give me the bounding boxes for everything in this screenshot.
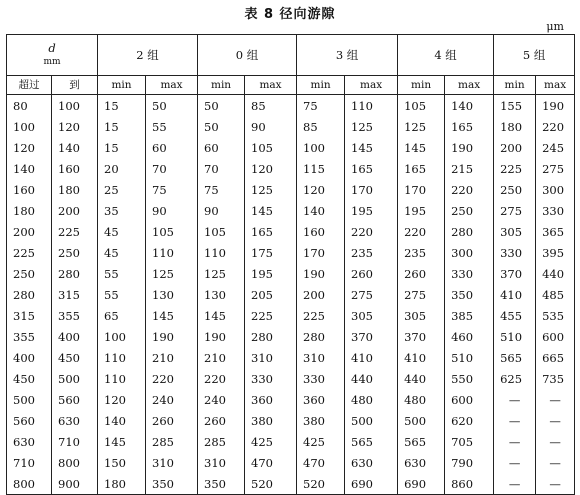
cell-g0-max: 470	[245, 452, 297, 473]
cell-g4-min: 260	[398, 263, 445, 284]
cell-g0-min: 105	[198, 221, 245, 242]
cell-g4-min: 235	[398, 242, 445, 263]
cell-g5-max: 395	[536, 242, 575, 263]
cell-g0-min: 130	[198, 284, 245, 305]
group-3-header: 3 组	[297, 35, 398, 76]
cell-g5-max: 365	[536, 221, 575, 242]
cell-g2-max: 145	[146, 305, 198, 326]
cell-g4-min: 305	[398, 305, 445, 326]
table-row	[7, 452, 575, 473]
cell-to: 250	[52, 242, 98, 263]
cell-g2-min: 145	[98, 431, 146, 452]
cell-g2-min: 65	[98, 305, 146, 326]
cell-g5-max: 275	[536, 158, 575, 179]
cell-g4-max: 190	[445, 137, 494, 158]
cell-g3-min: 310	[297, 347, 345, 368]
cell-to: 400	[52, 326, 98, 347]
cell-g2-max: 260	[146, 410, 198, 431]
cell-g0-max: 145	[245, 200, 297, 221]
max-header: max	[146, 76, 198, 95]
cell-over: 630	[7, 431, 52, 452]
cell-to: 180	[52, 179, 98, 200]
cell-g2-max: 105	[146, 221, 198, 242]
cell-to: 225	[52, 221, 98, 242]
cell-g3-min: 75	[297, 95, 345, 117]
cell-g3-max: 145	[345, 137, 398, 158]
cell-g0-min: 310	[198, 452, 245, 473]
table-title: 表 8 径向游隙	[244, 7, 336, 22]
d-symbol: d	[48, 41, 56, 55]
cell-g2-min: 110	[98, 368, 146, 389]
cell-g0-max: 175	[245, 242, 297, 263]
cell-g5-max: —	[536, 410, 575, 431]
cell-g3-min: 120	[297, 179, 345, 200]
cell-g0-max: 425	[245, 431, 297, 452]
cell-g5-min: 410	[494, 284, 536, 305]
cell-over: 400	[7, 347, 52, 368]
cell-g5-min: 510	[494, 326, 536, 347]
table-row	[7, 410, 575, 431]
cell-g3-min: 85	[297, 116, 345, 137]
cell-over: 200	[7, 221, 52, 242]
cell-g2-min: 140	[98, 410, 146, 431]
cell-g3-max: 165	[345, 158, 398, 179]
min-header: min	[198, 76, 245, 95]
cell-g4-max: 350	[445, 284, 494, 305]
radial-clearance-table	[6, 34, 575, 495]
group-5-header: 5 组	[494, 35, 575, 76]
table-row	[7, 368, 575, 389]
cell-g3-min: 225	[297, 305, 345, 326]
cell-g3-min: 190	[297, 263, 345, 284]
cell-to: 800	[52, 452, 98, 473]
cell-g5-max: —	[536, 452, 575, 473]
cell-over: 140	[7, 158, 52, 179]
cell-g5-min: 275	[494, 200, 536, 221]
cell-g2-min: 20	[98, 158, 146, 179]
cell-g2-max: 125	[146, 263, 198, 284]
cell-g5-max: 300	[536, 179, 575, 200]
cell-g2-min: 15	[98, 116, 146, 137]
cell-g4-max: 460	[445, 326, 494, 347]
cell-g2-max: 90	[146, 200, 198, 221]
cell-g2-min: 45	[98, 221, 146, 242]
cell-over: 315	[7, 305, 52, 326]
cell-g0-min: 260	[198, 410, 245, 431]
group-0-header: 0 组	[198, 35, 297, 76]
cell-g4-max: 330	[445, 263, 494, 284]
cell-g4-min: 630	[398, 452, 445, 473]
cell-g0-max: 125	[245, 179, 297, 200]
max-header: max	[345, 76, 398, 95]
unit-label: μm	[546, 20, 564, 33]
cell-g2-max: 220	[146, 368, 198, 389]
cell-g0-min: 220	[198, 368, 245, 389]
cell-over: 450	[7, 368, 52, 389]
to-header: 到	[52, 76, 98, 95]
cell-g2-max: 130	[146, 284, 198, 305]
cell-g0-min: 125	[198, 263, 245, 284]
cell-g5-min: 305	[494, 221, 536, 242]
cell-g5-min: —	[494, 431, 536, 452]
cell-g3-max: 565	[345, 431, 398, 452]
cell-g4-min: 125	[398, 116, 445, 137]
cell-g3-min: 200	[297, 284, 345, 305]
cell-g2-max: 55	[146, 116, 198, 137]
cell-g4-max: 215	[445, 158, 494, 179]
cell-g3-max: 220	[345, 221, 398, 242]
cell-g2-max: 50	[146, 95, 198, 117]
cell-g0-min: 110	[198, 242, 245, 263]
cell-g4-min: 105	[398, 95, 445, 117]
cell-g4-min: 480	[398, 389, 445, 410]
cell-to: 140	[52, 137, 98, 158]
cell-g3-max: 170	[345, 179, 398, 200]
cell-g4-min: 145	[398, 137, 445, 158]
cell-g3-max: 410	[345, 347, 398, 368]
table-body	[7, 95, 575, 495]
cell-g4-max: 140	[445, 95, 494, 117]
cell-g4-max: 705	[445, 431, 494, 452]
cell-g0-max: 90	[245, 116, 297, 137]
min-header: min	[98, 76, 146, 95]
cell-g3-min: 520	[297, 473, 345, 495]
cell-g4-max: 600	[445, 389, 494, 410]
cell-g4-max: 165	[445, 116, 494, 137]
table-row	[7, 347, 575, 368]
cell-g4-max: 300	[445, 242, 494, 263]
table-row	[7, 326, 575, 347]
table-row	[7, 179, 575, 200]
cell-g2-max: 190	[146, 326, 198, 347]
cell-to: 450	[52, 347, 98, 368]
cell-g2-min: 55	[98, 284, 146, 305]
cell-g4-max: 620	[445, 410, 494, 431]
cell-g3-max: 305	[345, 305, 398, 326]
table-row	[7, 200, 575, 221]
cell-g5-max: 330	[536, 200, 575, 221]
min-header: min	[494, 76, 536, 95]
cell-to: 900	[52, 473, 98, 495]
cell-g5-min: 370	[494, 263, 536, 284]
cell-g5-min: 455	[494, 305, 536, 326]
cell-g2-max: 350	[146, 473, 198, 495]
cell-over: 710	[7, 452, 52, 473]
cell-g2-min: 100	[98, 326, 146, 347]
cell-g4-min: 195	[398, 200, 445, 221]
cell-over: 225	[7, 242, 52, 263]
cell-g3-min: 140	[297, 200, 345, 221]
cell-g0-max: 195	[245, 263, 297, 284]
cell-g4-max: 790	[445, 452, 494, 473]
table-row	[7, 221, 575, 242]
cell-g3-min: 360	[297, 389, 345, 410]
cell-g2-min: 45	[98, 242, 146, 263]
cell-g3-max: 690	[345, 473, 398, 495]
cell-g5-max: 485	[536, 284, 575, 305]
min-header: min	[297, 76, 345, 95]
cell-g5-max: 735	[536, 368, 575, 389]
cell-g4-max: 860	[445, 473, 494, 495]
cell-g5-min: 180	[494, 116, 536, 137]
cell-g0-min: 50	[198, 95, 245, 117]
table-row	[7, 389, 575, 410]
cell-g3-min: 170	[297, 242, 345, 263]
cell-g4-min: 690	[398, 473, 445, 495]
cell-g2-max: 60	[146, 137, 198, 158]
cell-g5-max: 665	[536, 347, 575, 368]
cell-g2-min: 55	[98, 263, 146, 284]
table-row	[7, 116, 575, 137]
cell-over: 800	[7, 473, 52, 495]
cell-g0-max: 225	[245, 305, 297, 326]
cell-g0-max: 205	[245, 284, 297, 305]
cell-g5-min: 200	[494, 137, 536, 158]
cell-g3-min: 280	[297, 326, 345, 347]
cell-over: 80	[7, 95, 52, 117]
table-row	[7, 242, 575, 263]
cell-g5-min: 155	[494, 95, 536, 117]
cell-g0-max: 85	[245, 95, 297, 117]
cell-g2-min: 180	[98, 473, 146, 495]
cell-g5-max: —	[536, 431, 575, 452]
cell-g2-max: 70	[146, 158, 198, 179]
cell-g2-min: 35	[98, 200, 146, 221]
cell-over: 280	[7, 284, 52, 305]
table-row	[7, 158, 575, 179]
cell-g2-min: 15	[98, 95, 146, 117]
cell-g2-max: 75	[146, 179, 198, 200]
min-header: min	[398, 76, 445, 95]
cell-g3-min: 100	[297, 137, 345, 158]
cell-g5-min: 565	[494, 347, 536, 368]
cell-g2-max: 310	[146, 452, 198, 473]
cell-over: 180	[7, 200, 52, 221]
cell-over: 500	[7, 389, 52, 410]
cell-g0-min: 145	[198, 305, 245, 326]
cell-g5-min: 625	[494, 368, 536, 389]
cell-g5-min: —	[494, 452, 536, 473]
cell-g0-max: 280	[245, 326, 297, 347]
cell-g3-max: 260	[345, 263, 398, 284]
cell-to: 710	[52, 431, 98, 452]
cell-over: 160	[7, 179, 52, 200]
d-unit: mm	[43, 57, 61, 67]
cell-g3-max: 275	[345, 284, 398, 305]
cell-g0-min: 210	[198, 347, 245, 368]
cell-g5-min: —	[494, 473, 536, 495]
cell-g0-max: 520	[245, 473, 297, 495]
cell-g2-min: 15	[98, 137, 146, 158]
group-4-header: 4 组	[398, 35, 494, 76]
table-row	[7, 431, 575, 452]
cell-over: 250	[7, 263, 52, 284]
table-row	[7, 305, 575, 326]
cell-g3-min: 380	[297, 410, 345, 431]
cell-g5-max: —	[536, 473, 575, 495]
cell-g3-min: 470	[297, 452, 345, 473]
cell-g4-min: 440	[398, 368, 445, 389]
cell-g0-min: 90	[198, 200, 245, 221]
cell-g3-max: 500	[345, 410, 398, 431]
cell-g2-max: 285	[146, 431, 198, 452]
cell-g4-max: 280	[445, 221, 494, 242]
cell-to: 500	[52, 368, 98, 389]
cell-g4-min: 370	[398, 326, 445, 347]
cell-over: 100	[7, 116, 52, 137]
cell-g5-min: 330	[494, 242, 536, 263]
max-header: max	[445, 76, 494, 95]
cell-g5-max: —	[536, 389, 575, 410]
cell-g0-max: 310	[245, 347, 297, 368]
cell-to: 280	[52, 263, 98, 284]
cell-g0-min: 75	[198, 179, 245, 200]
cell-g2-min: 150	[98, 452, 146, 473]
cell-g0-min: 60	[198, 137, 245, 158]
cell-g0-min: 70	[198, 158, 245, 179]
table-row	[7, 95, 575, 117]
cell-g4-min: 410	[398, 347, 445, 368]
cell-g5-max: 600	[536, 326, 575, 347]
cell-g2-min: 110	[98, 347, 146, 368]
cell-g4-max: 250	[445, 200, 494, 221]
cell-g5-max: 220	[536, 116, 575, 137]
cell-g5-min: —	[494, 410, 536, 431]
cell-to: 355	[52, 305, 98, 326]
cell-g3-min: 330	[297, 368, 345, 389]
group-2-header: 2 组	[98, 35, 198, 76]
cell-to: 560	[52, 389, 98, 410]
cell-g4-min: 165	[398, 158, 445, 179]
cell-to: 315	[52, 284, 98, 305]
cell-g5-min: —	[494, 389, 536, 410]
cell-g4-max: 510	[445, 347, 494, 368]
cell-g2-max: 210	[146, 347, 198, 368]
cell-g0-max: 105	[245, 137, 297, 158]
cell-g5-max: 245	[536, 137, 575, 158]
cell-g0-max: 120	[245, 158, 297, 179]
cell-over: 560	[7, 410, 52, 431]
cell-to: 160	[52, 158, 98, 179]
cell-to: 100	[52, 95, 98, 117]
cell-to: 630	[52, 410, 98, 431]
cell-g4-min: 275	[398, 284, 445, 305]
cell-g0-max: 165	[245, 221, 297, 242]
cell-g3-max: 125	[345, 116, 398, 137]
cell-g4-min: 500	[398, 410, 445, 431]
cell-g5-max: 190	[536, 95, 575, 117]
cell-g0-max: 330	[245, 368, 297, 389]
cell-g4-max: 220	[445, 179, 494, 200]
cell-g0-min: 50	[198, 116, 245, 137]
cell-g3-max: 370	[345, 326, 398, 347]
table-row	[7, 473, 575, 495]
table-row	[7, 263, 575, 284]
cell-g4-max: 550	[445, 368, 494, 389]
max-header: max	[536, 76, 575, 95]
cell-g0-min: 285	[198, 431, 245, 452]
cell-g0-min: 350	[198, 473, 245, 495]
cell-g2-max: 240	[146, 389, 198, 410]
cell-g3-min: 160	[297, 221, 345, 242]
cell-g4-max: 385	[445, 305, 494, 326]
cell-g3-min: 425	[297, 431, 345, 452]
cell-g3-max: 110	[345, 95, 398, 117]
cell-g5-max: 440	[536, 263, 575, 284]
cell-g0-max: 360	[245, 389, 297, 410]
cell-g3-max: 630	[345, 452, 398, 473]
cell-g0-min: 240	[198, 389, 245, 410]
over-header: 超过	[7, 76, 52, 95]
cell-g4-min: 220	[398, 221, 445, 242]
cell-g5-max: 535	[536, 305, 575, 326]
cell-g3-max: 195	[345, 200, 398, 221]
bore-diameter-header	[7, 35, 98, 76]
cell-g3-min: 115	[297, 158, 345, 179]
cell-g0-max: 380	[245, 410, 297, 431]
cell-g2-min: 25	[98, 179, 146, 200]
cell-g4-min: 565	[398, 431, 445, 452]
table-row	[7, 284, 575, 305]
max-header: max	[245, 76, 297, 95]
cell-g3-max: 440	[345, 368, 398, 389]
cell-g5-min: 225	[494, 158, 536, 179]
cell-g5-min: 250	[494, 179, 536, 200]
cell-g4-min: 170	[398, 179, 445, 200]
cell-to: 120	[52, 116, 98, 137]
cell-g2-min: 120	[98, 389, 146, 410]
cell-g0-min: 190	[198, 326, 245, 347]
cell-g3-max: 480	[345, 389, 398, 410]
cell-to: 200	[52, 200, 98, 221]
table-row	[7, 137, 575, 158]
cell-over: 355	[7, 326, 52, 347]
cell-g3-max: 235	[345, 242, 398, 263]
cell-over: 120	[7, 137, 52, 158]
cell-g2-max: 110	[146, 242, 198, 263]
